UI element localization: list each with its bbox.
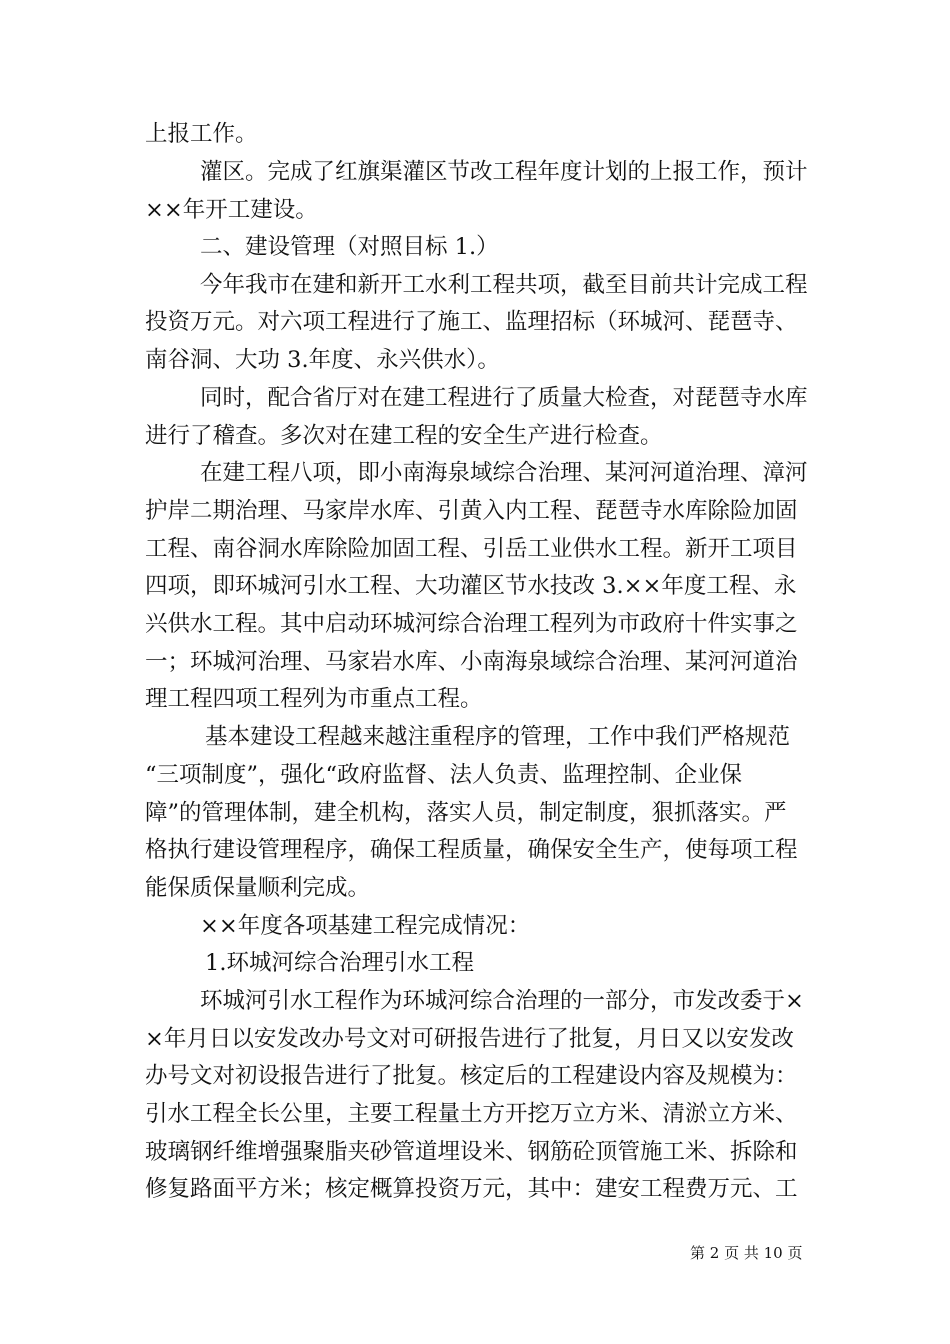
text-line: 灌区。完成了红旗渠灌区节改工程年度计划的上报工作，预计: [200, 159, 808, 185]
text-line: 在建工程八项，即小南海泉域综合治理、某河河道治理、漳河: [200, 460, 808, 486]
text-line: 引水工程全长公里，主要工程量土方开挖万立方米、清淤立方米、: [145, 1101, 798, 1127]
section-heading: 二、建设管理（对照目标 1.）: [200, 234, 499, 260]
text-line: 基本建设工程越来越注重程序的管理，工作中我们严格规范: [205, 724, 791, 750]
text-line: 上报工作。: [145, 121, 258, 147]
page-number-footer: 第 2 页 共 10 页: [690, 1244, 803, 1262]
text-line: 一；环城河治理、马家岩水库、小南海泉域综合治理、某河河道治: [145, 649, 798, 675]
text-line: 能保质保量顺利完成。: [145, 875, 371, 901]
text-line: ××年开工建设。: [145, 197, 318, 223]
subsection-heading: 1.环城河综合治理引水工程: [205, 950, 474, 976]
text-line: 同时，配合省厅对在建工程进行了质量大检查，对琵琶寺水库: [200, 385, 808, 411]
text-line: 兴供水工程。其中启动环城河综合治理工程列为市政府十件实事之: [145, 611, 798, 637]
text-line: 工程、南谷洞水库除险加固工程、引岳工业供水工程。新开工项目: [145, 536, 798, 562]
text-line: 障”的管理体制，建全机构，落实人员，制定制度，狠抓落实。严: [145, 800, 787, 826]
text-line: 环城河引水工程作为环城河综合治理的一部分，市发改委于×: [200, 988, 804, 1014]
text-line: 玻璃钢纤维增强聚脂夹砂管道埋设米、钢筋砼顶管施工米、拆除和: [145, 1139, 798, 1165]
text-line: ×年月日以安发改办号文对可研报告进行了批复，月日又以安发改: [145, 1026, 794, 1052]
text-line: 投资万元。对六项工程进行了施工、监理招标（环城河、琵琶寺、: [145, 309, 798, 335]
text-line: 四项，即环城河引水工程、大功灌区节水技改 3.××年度工程、永: [145, 573, 797, 599]
text-line: 格执行建设管理程序，确保工程质量，确保安全生产，使每项工程: [145, 837, 798, 863]
text-line: ××年度各项基建工程完成情况：: [200, 913, 531, 939]
text-line: 理工程四项工程列为市重点工程。: [145, 686, 483, 712]
text-line: 修复路面平方米；核定概算投资万元，其中：建安工程费万元、工: [145, 1176, 798, 1202]
text-line: “三项制度”，强化“政府监督、法人负责、监理控制、企业保: [145, 762, 743, 788]
text-line: 护岸二期治理、马家岸水库、引黄入内工程、琵琶寺水库除险加固: [145, 498, 798, 524]
text-line: 南谷洞、大功 3.年度、永兴供水）。: [145, 347, 500, 373]
text-line: 办号文对初设报告进行了批复。核定后的工程建设内容及规模为：: [145, 1063, 798, 1089]
text-line: 进行了稽查。多次对在建工程的安全生产进行检查。: [145, 423, 663, 449]
text-line: 今年我市在建和新开工水利工程共项，截至目前共计完成工程: [200, 272, 808, 298]
